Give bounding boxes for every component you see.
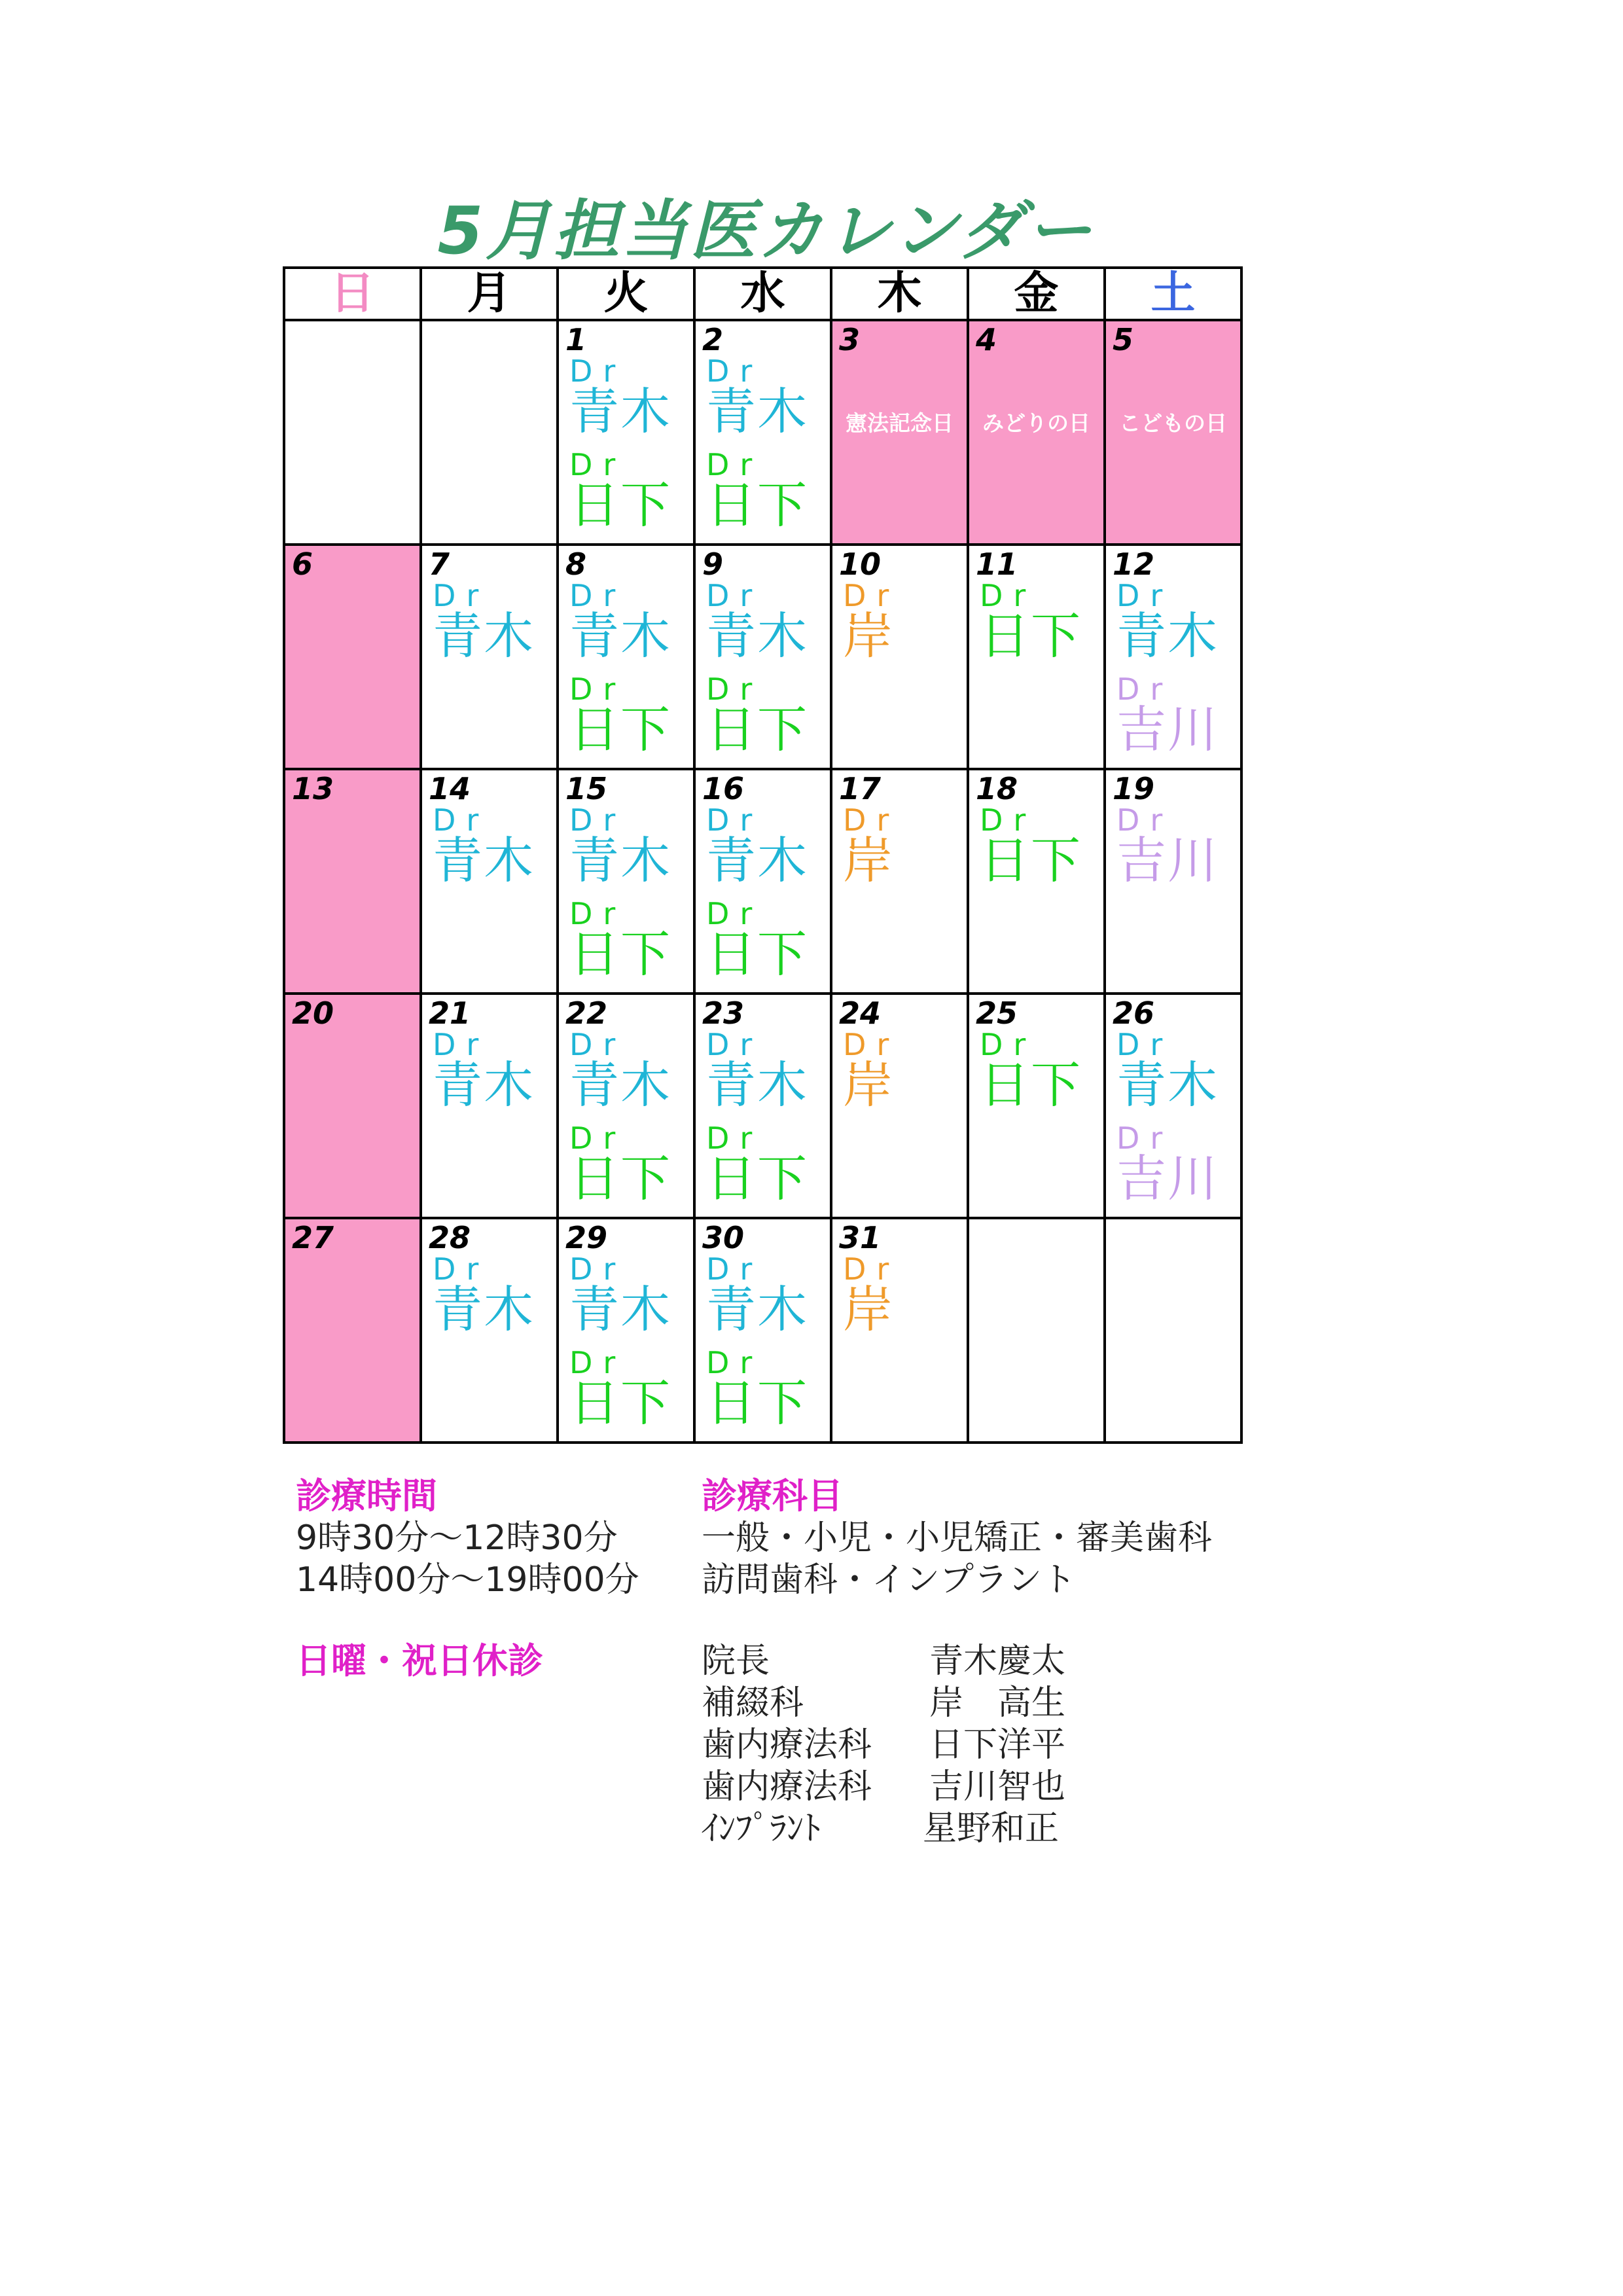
staff-role-5: ｲﾝﾌﾟﾗﾝﾄ — [702, 1809, 821, 1848]
dr-label: Dr — [706, 447, 763, 482]
staff-name-3: 日下洋平 — [929, 1725, 1066, 1765]
day-cell — [558, 769, 694, 994]
holiday-name: 憲法記念日 — [846, 410, 954, 436]
dr-label: Dr — [569, 1121, 626, 1156]
dr-label: Dr — [843, 1027, 900, 1062]
staff-name-1: 青木慶太 — [929, 1641, 1066, 1681]
day-number: 24 — [839, 996, 882, 1031]
weekday-header-row — [284, 268, 1241, 320]
day-number: 30 — [702, 1220, 745, 1255]
dr-label: Dr — [980, 578, 1037, 613]
doctor-name: 日下 — [569, 1149, 671, 1208]
doctor-name: 青木 — [569, 382, 671, 440]
hours-line-2: 14時00分～19時00分 — [296, 1560, 639, 1600]
staff-role-1: 院長 — [702, 1641, 770, 1681]
day-cell — [694, 769, 831, 994]
day-cell — [831, 320, 968, 545]
day-number: 17 — [839, 771, 882, 806]
page-title: 5月担当医カレンダー — [437, 192, 1094, 269]
day-number: 25 — [976, 996, 1018, 1031]
doctor-name: 青木 — [1116, 607, 1219, 665]
dr-label: Dr — [706, 672, 763, 707]
day-number: 20 — [292, 996, 334, 1031]
doctor-name: 日下 — [706, 925, 808, 983]
dr-label: Dr — [1116, 802, 1173, 838]
doctor-name: 青木 — [706, 607, 808, 665]
dr-label: Dr — [706, 1027, 763, 1062]
day-cell — [1105, 769, 1241, 994]
doctor-name: 日下 — [569, 700, 671, 759]
dr-label: Dr — [706, 353, 763, 389]
dr-label: Dr — [706, 802, 763, 838]
dr-label: Dr — [706, 1121, 763, 1156]
day-cell — [284, 545, 421, 769]
day-cell — [421, 994, 558, 1218]
doctor-name: 吉川 — [1116, 831, 1219, 889]
staff-name-5: 星野和正 — [923, 1809, 1060, 1848]
day-cell — [968, 769, 1105, 994]
dr-label: Dr — [980, 802, 1037, 838]
doctor-name: 青木 — [433, 1280, 535, 1338]
day-cell — [1105, 320, 1241, 545]
dr-label: Dr — [569, 353, 626, 389]
dr-label: Dr — [706, 896, 763, 931]
day-cell — [284, 320, 421, 545]
day-number: 12 — [1113, 547, 1155, 582]
day-number: 15 — [565, 771, 608, 806]
dr-label: Dr — [433, 578, 490, 613]
day-number: 23 — [702, 996, 745, 1031]
day-number: 21 — [429, 996, 471, 1031]
weekday-tue: 火 — [558, 268, 694, 320]
dr-label: Dr — [706, 578, 763, 613]
dr-label: Dr — [433, 1251, 490, 1287]
doctor-name: 吉川 — [1116, 700, 1219, 759]
day-cell — [968, 994, 1105, 1218]
dr-label: Dr — [569, 672, 626, 707]
doctor-name: 青木 — [706, 382, 808, 440]
doctor-name: 岸 — [843, 1280, 894, 1338]
day-cell — [421, 769, 558, 994]
doctor-name: 青木 — [433, 831, 535, 889]
day-cell — [284, 994, 421, 1218]
closed-notice: 日曜・祝日休診 — [296, 1640, 543, 1681]
day-cell — [831, 994, 968, 1218]
doctor-name: 日下 — [706, 1374, 808, 1432]
day-cell — [558, 994, 694, 1218]
day-number: 5 — [1113, 322, 1134, 357]
weekday-sat: 土 — [1105, 268, 1241, 320]
day-cell — [831, 545, 968, 769]
dr-label: Dr — [1116, 578, 1173, 613]
departments-line-2: 訪問歯科・インプラント — [702, 1560, 1077, 1600]
dr-label: Dr — [569, 578, 626, 613]
day-number: 18 — [976, 771, 1018, 806]
dr-label: Dr — [1116, 1027, 1173, 1062]
day-cell — [968, 545, 1105, 769]
day-cell — [694, 1218, 831, 1443]
day-cell — [831, 769, 968, 994]
dr-label: Dr — [980, 1027, 1037, 1062]
doctor-name: 青木 — [433, 1056, 535, 1114]
dr-label: Dr — [569, 896, 626, 931]
day-cell — [421, 545, 558, 769]
doctor-name: 日下 — [706, 476, 808, 534]
hours-line-1: 9時30分～12時30分 — [296, 1518, 618, 1558]
staff-name-2: 岸 高生 — [929, 1683, 1066, 1723]
day-number: 9 — [702, 547, 724, 582]
dr-label: Dr — [569, 1027, 626, 1062]
weekday-mon: 月 — [421, 268, 558, 320]
week-row — [284, 994, 1241, 1218]
dr-label: Dr — [569, 802, 626, 838]
doctor-name: 青木 — [706, 831, 808, 889]
day-number: 8 — [565, 547, 587, 582]
staff-name-4: 吉川智也 — [929, 1767, 1066, 1806]
day-number: 26 — [1113, 996, 1155, 1031]
week-row — [284, 769, 1241, 994]
doctor-name: 青木 — [706, 1056, 808, 1114]
doctor-name: 青木 — [569, 1056, 671, 1114]
doctor-name: 日下 — [569, 476, 671, 534]
doctor-name: 日下 — [706, 1149, 808, 1208]
day-number: 28 — [429, 1220, 471, 1255]
holiday-name: みどりの日 — [982, 410, 1090, 436]
dr-label: Dr — [706, 1251, 763, 1287]
day-cell — [421, 320, 558, 545]
staff-role-4: 歯内療法科 — [702, 1767, 872, 1806]
doctor-name: 日下 — [569, 1374, 671, 1432]
day-cell — [421, 1218, 558, 1443]
day-number: 19 — [1113, 771, 1155, 806]
day-number: 4 — [976, 322, 997, 357]
day-cell — [694, 994, 831, 1218]
doctor-name: 青木 — [569, 607, 671, 665]
day-cell — [558, 320, 694, 545]
day-number: 2 — [702, 322, 724, 357]
dr-label: Dr — [1116, 1121, 1173, 1156]
dr-label: Dr — [569, 1345, 626, 1380]
dr-label: Dr — [843, 578, 900, 613]
day-cell — [558, 1218, 694, 1443]
holiday-name: こどもの日 — [1119, 410, 1227, 436]
day-cell — [284, 769, 421, 994]
doctor-name: 日下 — [980, 1056, 1082, 1114]
doctor-name: 岸 — [843, 1056, 894, 1114]
day-number: 22 — [565, 996, 608, 1031]
departments-line-1: 一般・小児・小児矯正・審美歯科 — [702, 1518, 1213, 1558]
day-cell — [831, 1218, 968, 1443]
day-number: 3 — [839, 322, 861, 357]
staff-role-3: 歯内療法科 — [702, 1725, 872, 1765]
day-number: 10 — [839, 547, 882, 582]
doctor-name: 青木 — [569, 1280, 671, 1338]
doctor-name: 青木 — [569, 831, 671, 889]
day-cell — [1105, 545, 1241, 769]
calendar-grid — [283, 266, 1243, 1444]
hours-heading: 診療時間 — [296, 1475, 437, 1516]
day-number: 7 — [429, 547, 450, 582]
doctor-name: 日下 — [706, 700, 808, 759]
day-number: 1 — [565, 322, 587, 357]
day-cell — [1105, 1218, 1241, 1443]
doctor-name: 日下 — [569, 925, 671, 983]
day-number: 27 — [292, 1220, 334, 1255]
week-row — [284, 320, 1241, 545]
day-number: 14 — [429, 771, 471, 806]
doctor-name: 青木 — [1116, 1056, 1219, 1114]
weekday-thu: 木 — [831, 268, 968, 320]
doctor-name: 青木 — [706, 1280, 808, 1338]
weekday-sun: 日 — [284, 268, 421, 320]
staff-role-2: 補綴科 — [702, 1683, 804, 1723]
weekday-fri: 金 — [968, 268, 1105, 320]
dr-label: Dr — [569, 447, 626, 482]
week-row — [284, 1218, 1241, 1443]
doctor-name: 日下 — [980, 831, 1082, 889]
day-number: 6 — [292, 547, 313, 582]
dr-label: Dr — [706, 1345, 763, 1380]
day-cell — [284, 1218, 421, 1443]
day-number: 11 — [976, 547, 1018, 582]
doctor-name: 岸 — [843, 831, 894, 889]
doctor-name: 青木 — [433, 607, 535, 665]
day-cell — [968, 320, 1105, 545]
day-cell — [558, 545, 694, 769]
doctor-name: 岸 — [843, 607, 894, 665]
day-cell — [694, 545, 831, 769]
departments-heading: 診療科目 — [702, 1475, 843, 1516]
week-row — [284, 545, 1241, 769]
doctor-name: 日下 — [980, 607, 1082, 665]
day-cell — [694, 320, 831, 545]
day-number: 29 — [565, 1220, 608, 1255]
doctor-name: 吉川 — [1116, 1149, 1219, 1208]
dr-label: Dr — [1116, 672, 1173, 707]
day-cell — [968, 1218, 1105, 1443]
day-number: 13 — [292, 771, 334, 806]
dr-label: Dr — [433, 1027, 490, 1062]
dr-label: Dr — [843, 1251, 900, 1287]
day-cell — [1105, 994, 1241, 1218]
dr-label: Dr — [433, 802, 490, 838]
dr-label: Dr — [843, 802, 900, 838]
weekday-wed: 水 — [694, 268, 831, 320]
dr-label: Dr — [569, 1251, 626, 1287]
day-number: 31 — [839, 1220, 882, 1255]
day-number: 16 — [702, 771, 745, 806]
